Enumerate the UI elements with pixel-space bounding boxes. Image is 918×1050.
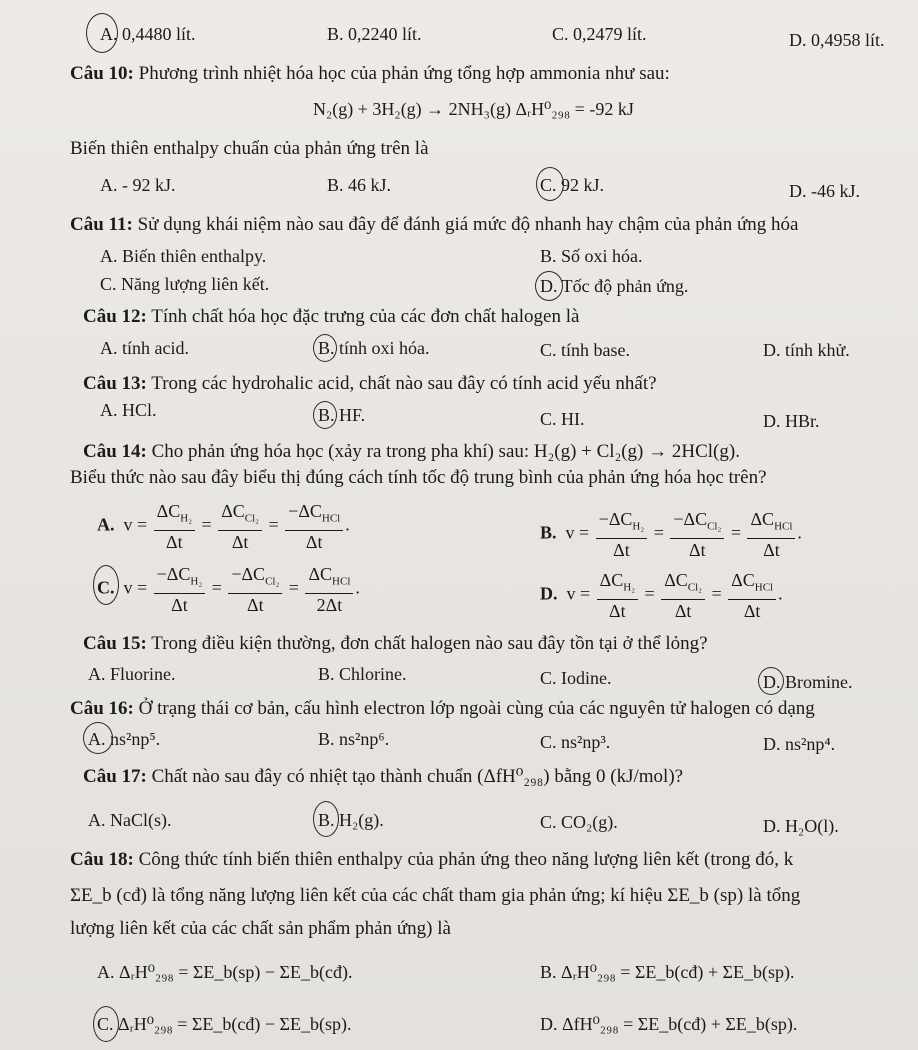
q13-option-d: D. HBr.	[763, 411, 820, 431]
q13-stem: Câu 13: Trong các hydrohalic acid, chất nào sau đây có tính acid yếu nhất?	[83, 373, 657, 394]
q18-option-c: C. ΔᵣH⁰₂₉₈ = ΣE_b(cđ) − ΣE_b(sp).	[97, 1014, 352, 1034]
q12-option-b: B. tính oxi hóa.	[318, 338, 430, 358]
q9-option-b: B. 0,2240 lít.	[327, 24, 422, 44]
q12-option-c: C. tính base.	[540, 340, 630, 360]
q10-sub: Biến thiên enthalpy chuẩn của phản ứng trên là	[70, 138, 429, 159]
q12-option-a: A. tính acid.	[100, 338, 189, 358]
q17-option-d: D. H₂O(l).	[763, 816, 839, 836]
q9-option-a: A. 0,4480 lít.	[100, 24, 196, 44]
q15-option-d: D. Bromine.	[763, 672, 853, 692]
q12-stem: Câu 12: Tính chất hóa học đặc trưng của các đơn chất halogen là	[83, 306, 580, 327]
q16-option-c: C. ns²np³.	[540, 732, 611, 752]
q13-option-a: A. HCl.	[100, 400, 157, 420]
q9-option-d: D. 0,4958 lít.	[789, 30, 885, 50]
q11-stem: Câu 11: Sử dụng khái niệm nào sau đây để đánh giá mức độ nhanh hay chậm của phản ứng hóa	[70, 214, 799, 235]
q14-option-b: B. v = $\frac{-\Delta C_{H_2}}{\Delta t}$ = $\frac{-\Delta C_{Cl_2}}{\Delta t}$ = $\frac{\Delta C_{HCl}}{\Delta t}$ .	[540, 509, 802, 560]
q18-line3: lượng liên kết của các chất sản phẩm phản ứng) là	[70, 918, 451, 939]
q17-option-b: B. H₂(g).	[318, 810, 384, 830]
q15-option-a: A. Fluorine.	[88, 664, 176, 684]
q10-stem: Câu 10: Phương trình nhiệt hóa học của phản ứng tổng hợp ammonia như sau:	[70, 63, 670, 84]
q18-line2: ΣE_b (cđ) là tổng năng lượng liên kết của các chất tham gia phản ứng; kí hiệu ΣE_b (sp) là tổng	[70, 885, 801, 906]
q14-stem: Câu 14: Cho phản ứng hóa học (xảy ra trong pha khí) sau: H₂(g) + Cl₂(g) → 2HCl(g).	[83, 441, 740, 462]
q13-option-b: B. HF.	[318, 405, 366, 425]
q11-option-a: A. Biến thiên enthalpy.	[100, 246, 267, 266]
q18-option-a: A. ΔᵣH⁰₂₉₈ = ΣE_b(sp) − ΣE_b(cđ).	[97, 962, 353, 982]
q14-option-c: C. v = $\frac{-\Delta C_{H_2}}{\Delta t}$ = $\frac{-\Delta C_{Cl_2}}{\Delta t}$ = $\frac{\Delta C_{HCl}}{2\Delta t}$ .	[97, 564, 360, 615]
q14-option-a: A. v = $\frac{\Delta C_{H_2}}{\Delta t}$ = $\frac{\Delta C_{Cl_2}}{\Delta t}$ = $\frac{-\Delta C_{HCl}}{\Delta t}$ .	[97, 501, 350, 552]
q15-stem: Câu 15: Trong điều kiện thường, đơn chất halogen nào sau đây tồn tại ở thể lỏng?	[83, 633, 708, 654]
q11-option-c: C. Năng lượng liên kết.	[100, 274, 270, 294]
q16-option-b: B. ns²np⁶.	[318, 729, 390, 749]
q17-option-a: A. NaCl(s).	[88, 810, 172, 830]
q9-option-c: C. 0,2479 lít.	[552, 24, 647, 44]
q15-option-b: B. Chlorine.	[318, 664, 407, 684]
q16-option-d: D. ns²np⁴.	[763, 734, 836, 754]
q16-option-a: A. ns²np⁵.	[88, 729, 161, 749]
q10-option-d: D. -46 kJ.	[789, 181, 860, 201]
q16-stem: Câu 16: Ở trạng thái cơ bản, cấu hình electron lớp ngoài cùng của các nguyên tử halogen có dạng	[70, 698, 815, 719]
q15-option-c: C. Iodine.	[540, 668, 612, 688]
q14-sub: Biểu thức nào sau đây biểu thị đúng cách tính tốc độ trung bình của phản ứng hóa học trên?	[70, 467, 767, 488]
q17-stem: Câu 17: Chất nào sau đây có nhiệt tạo thành chuẩn (ΔfH⁰₂₉₈) bằng 0 (kJ/mol)?	[83, 766, 684, 787]
q10-option-b: B. 46 kJ.	[327, 175, 392, 195]
q11-option-b: B. Số oxi hóa.	[540, 246, 643, 266]
q14-option-d: D. v = $\frac{\Delta C_{H_2}}{\Delta t}$ = $\frac{\Delta C_{Cl_2}}{\Delta t}$ = $\frac{\Delta C_{HCl}}{\Delta t}$ .	[540, 570, 783, 621]
q12-option-d: D. tính khử.	[763, 340, 850, 360]
q18-option-b: B. ΔᵣH⁰₂₉₈ = ΣE_b(cđ) + ΣE_b(sp).	[540, 962, 795, 982]
q18-option-d: D. ΔfH⁰₂₉₈ = ΣE_b(cđ) + ΣE_b(sp).	[540, 1014, 798, 1034]
q10-option-a: A. - 92 kJ.	[100, 175, 176, 195]
q10-equation: N₂(g) + 3H₂(g) → 2NH₃(g) ΔᵣH⁰₂₉₈ = -92 kJ	[313, 99, 634, 119]
q17-option-c: C. CO₂(g).	[540, 812, 618, 832]
q11-option-d: D. Tốc độ phản ứng.	[540, 276, 689, 296]
q18-stem: Câu 18: Công thức tính biến thiên enthalpy của phản ứng theo năng lượng liên kết (trong đó, k	[70, 849, 794, 870]
q13-option-c: C. HI.	[540, 409, 585, 429]
q10-option-c: C. 92 kJ.	[540, 175, 605, 195]
